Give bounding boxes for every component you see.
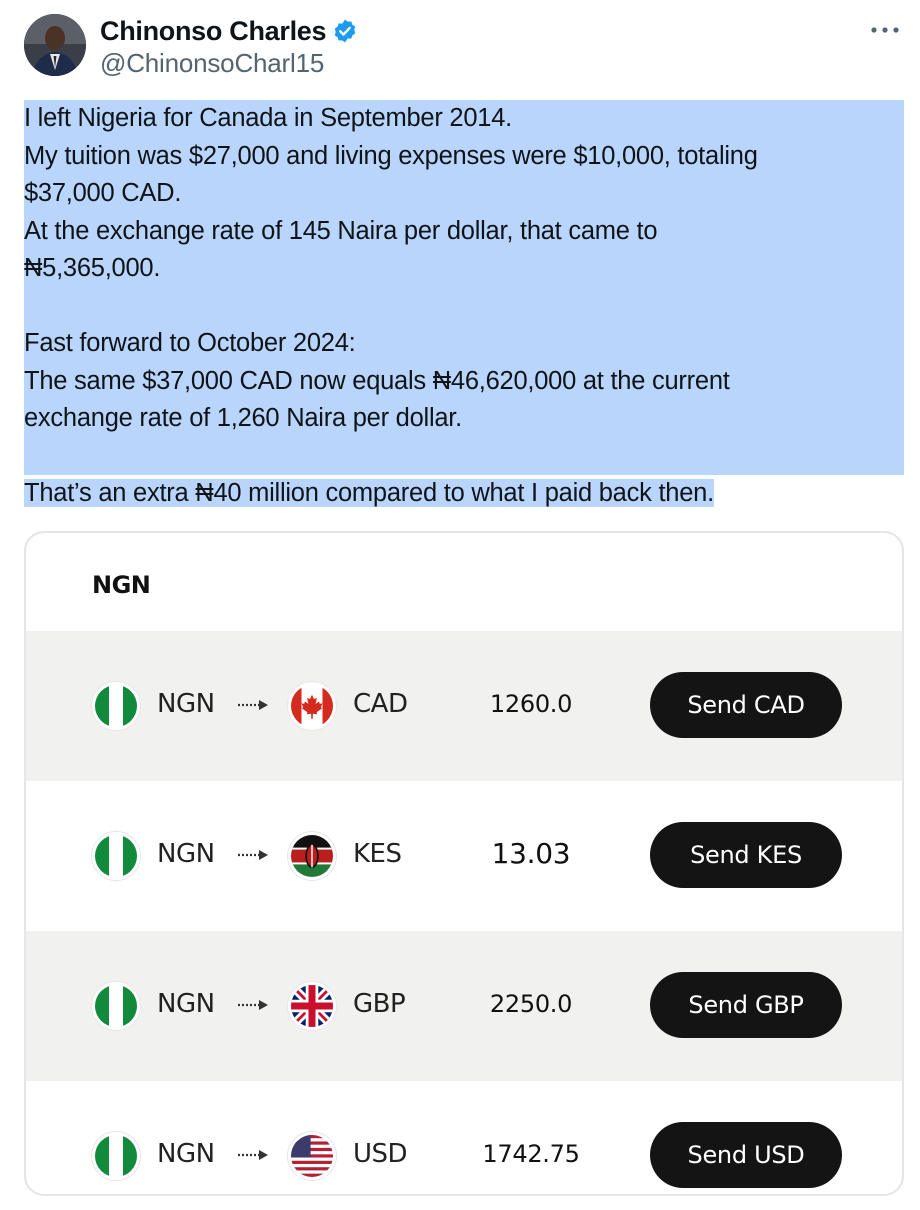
rate-row-gbp — [26, 931, 902, 1081]
tweet-line: That’s an extra ₦40 million compared to what I paid back then. — [24, 479, 714, 507]
to-currency: CAD — [353, 689, 408, 719]
more-options-icon[interactable] — [868, 20, 902, 40]
nigeria-flag-icon — [92, 1132, 140, 1180]
tweet-line: At the exchange rate of 145 Naira per dollar, that came to — [24, 213, 904, 251]
exchange-rate-card[interactable] — [24, 531, 904, 1196]
avatar-photo — [24, 14, 86, 76]
kenya-flag-icon — [288, 832, 336, 880]
user-handle[interactable]: @ChinonsoCharl15 — [100, 48, 325, 78]
from-currency: NGN — [157, 1139, 215, 1169]
exchange-rate-value: 2250.0 — [489, 990, 573, 1018]
tweet-line: ₦5,365,000. — [24, 250, 904, 288]
tweet-line: The same $37,000 CAD now equals ₦46,620,000 at the current — [24, 363, 904, 401]
nigeria-flag-icon — [92, 982, 140, 1030]
uk-flag-icon — [288, 982, 336, 1030]
avatar[interactable] — [24, 14, 86, 76]
tweet-line: $37,000 CAD. — [24, 175, 904, 213]
tweet-text — [24, 100, 904, 513]
nigeria-flag-icon — [92, 682, 140, 730]
verified-badge-icon — [332, 18, 358, 44]
to-currency: USD — [353, 1139, 408, 1169]
tweet-blank-line — [24, 438, 904, 476]
send-cad-button[interactable]: Send CAD — [650, 672, 842, 738]
tweet-header — [24, 14, 904, 80]
arrow-right-icon — [237, 1148, 271, 1162]
from-currency: NGN — [157, 989, 215, 1019]
card-title: NGN — [92, 571, 151, 599]
to-currency: KES — [353, 839, 402, 869]
rate-row-cad — [26, 631, 902, 781]
send-gbp-button[interactable]: Send GBP — [650, 972, 842, 1038]
exchange-rate-value: 1260.0 — [489, 690, 573, 718]
send-usd-button[interactable]: Send USD — [650, 1122, 842, 1188]
nigeria-flag-icon — [92, 832, 140, 880]
display-name[interactable]: Chinonso Charles — [100, 15, 327, 46]
exchange-rate-value: 13.03 — [491, 837, 571, 870]
from-currency: NGN — [157, 839, 215, 869]
from-currency: NGN — [157, 689, 215, 719]
us-flag-icon — [288, 1132, 336, 1180]
rate-row-usd — [26, 1081, 902, 1196]
arrow-right-icon — [237, 848, 271, 862]
send-kes-button[interactable]: Send KES — [650, 822, 842, 888]
arrow-right-icon — [237, 998, 271, 1012]
tweet-line: Fast forward to October 2024: — [24, 325, 904, 363]
rate-row-kes — [26, 781, 902, 931]
tweet-blank-line — [24, 288, 904, 326]
canada-flag-icon — [288, 682, 336, 730]
tweet-line: I left Nigeria for Canada in September 2014. — [24, 100, 904, 138]
to-currency: GBP — [353, 989, 406, 1019]
arrow-right-icon — [237, 698, 271, 712]
exchange-rate-value: 1742.75 — [482, 1140, 580, 1168]
tweet-line: My tuition was $27,000 and living expenses were $10,000, totaling — [24, 138, 904, 176]
tweet-line: exchange rate of 1,260 Naira per dollar. — [24, 400, 904, 438]
